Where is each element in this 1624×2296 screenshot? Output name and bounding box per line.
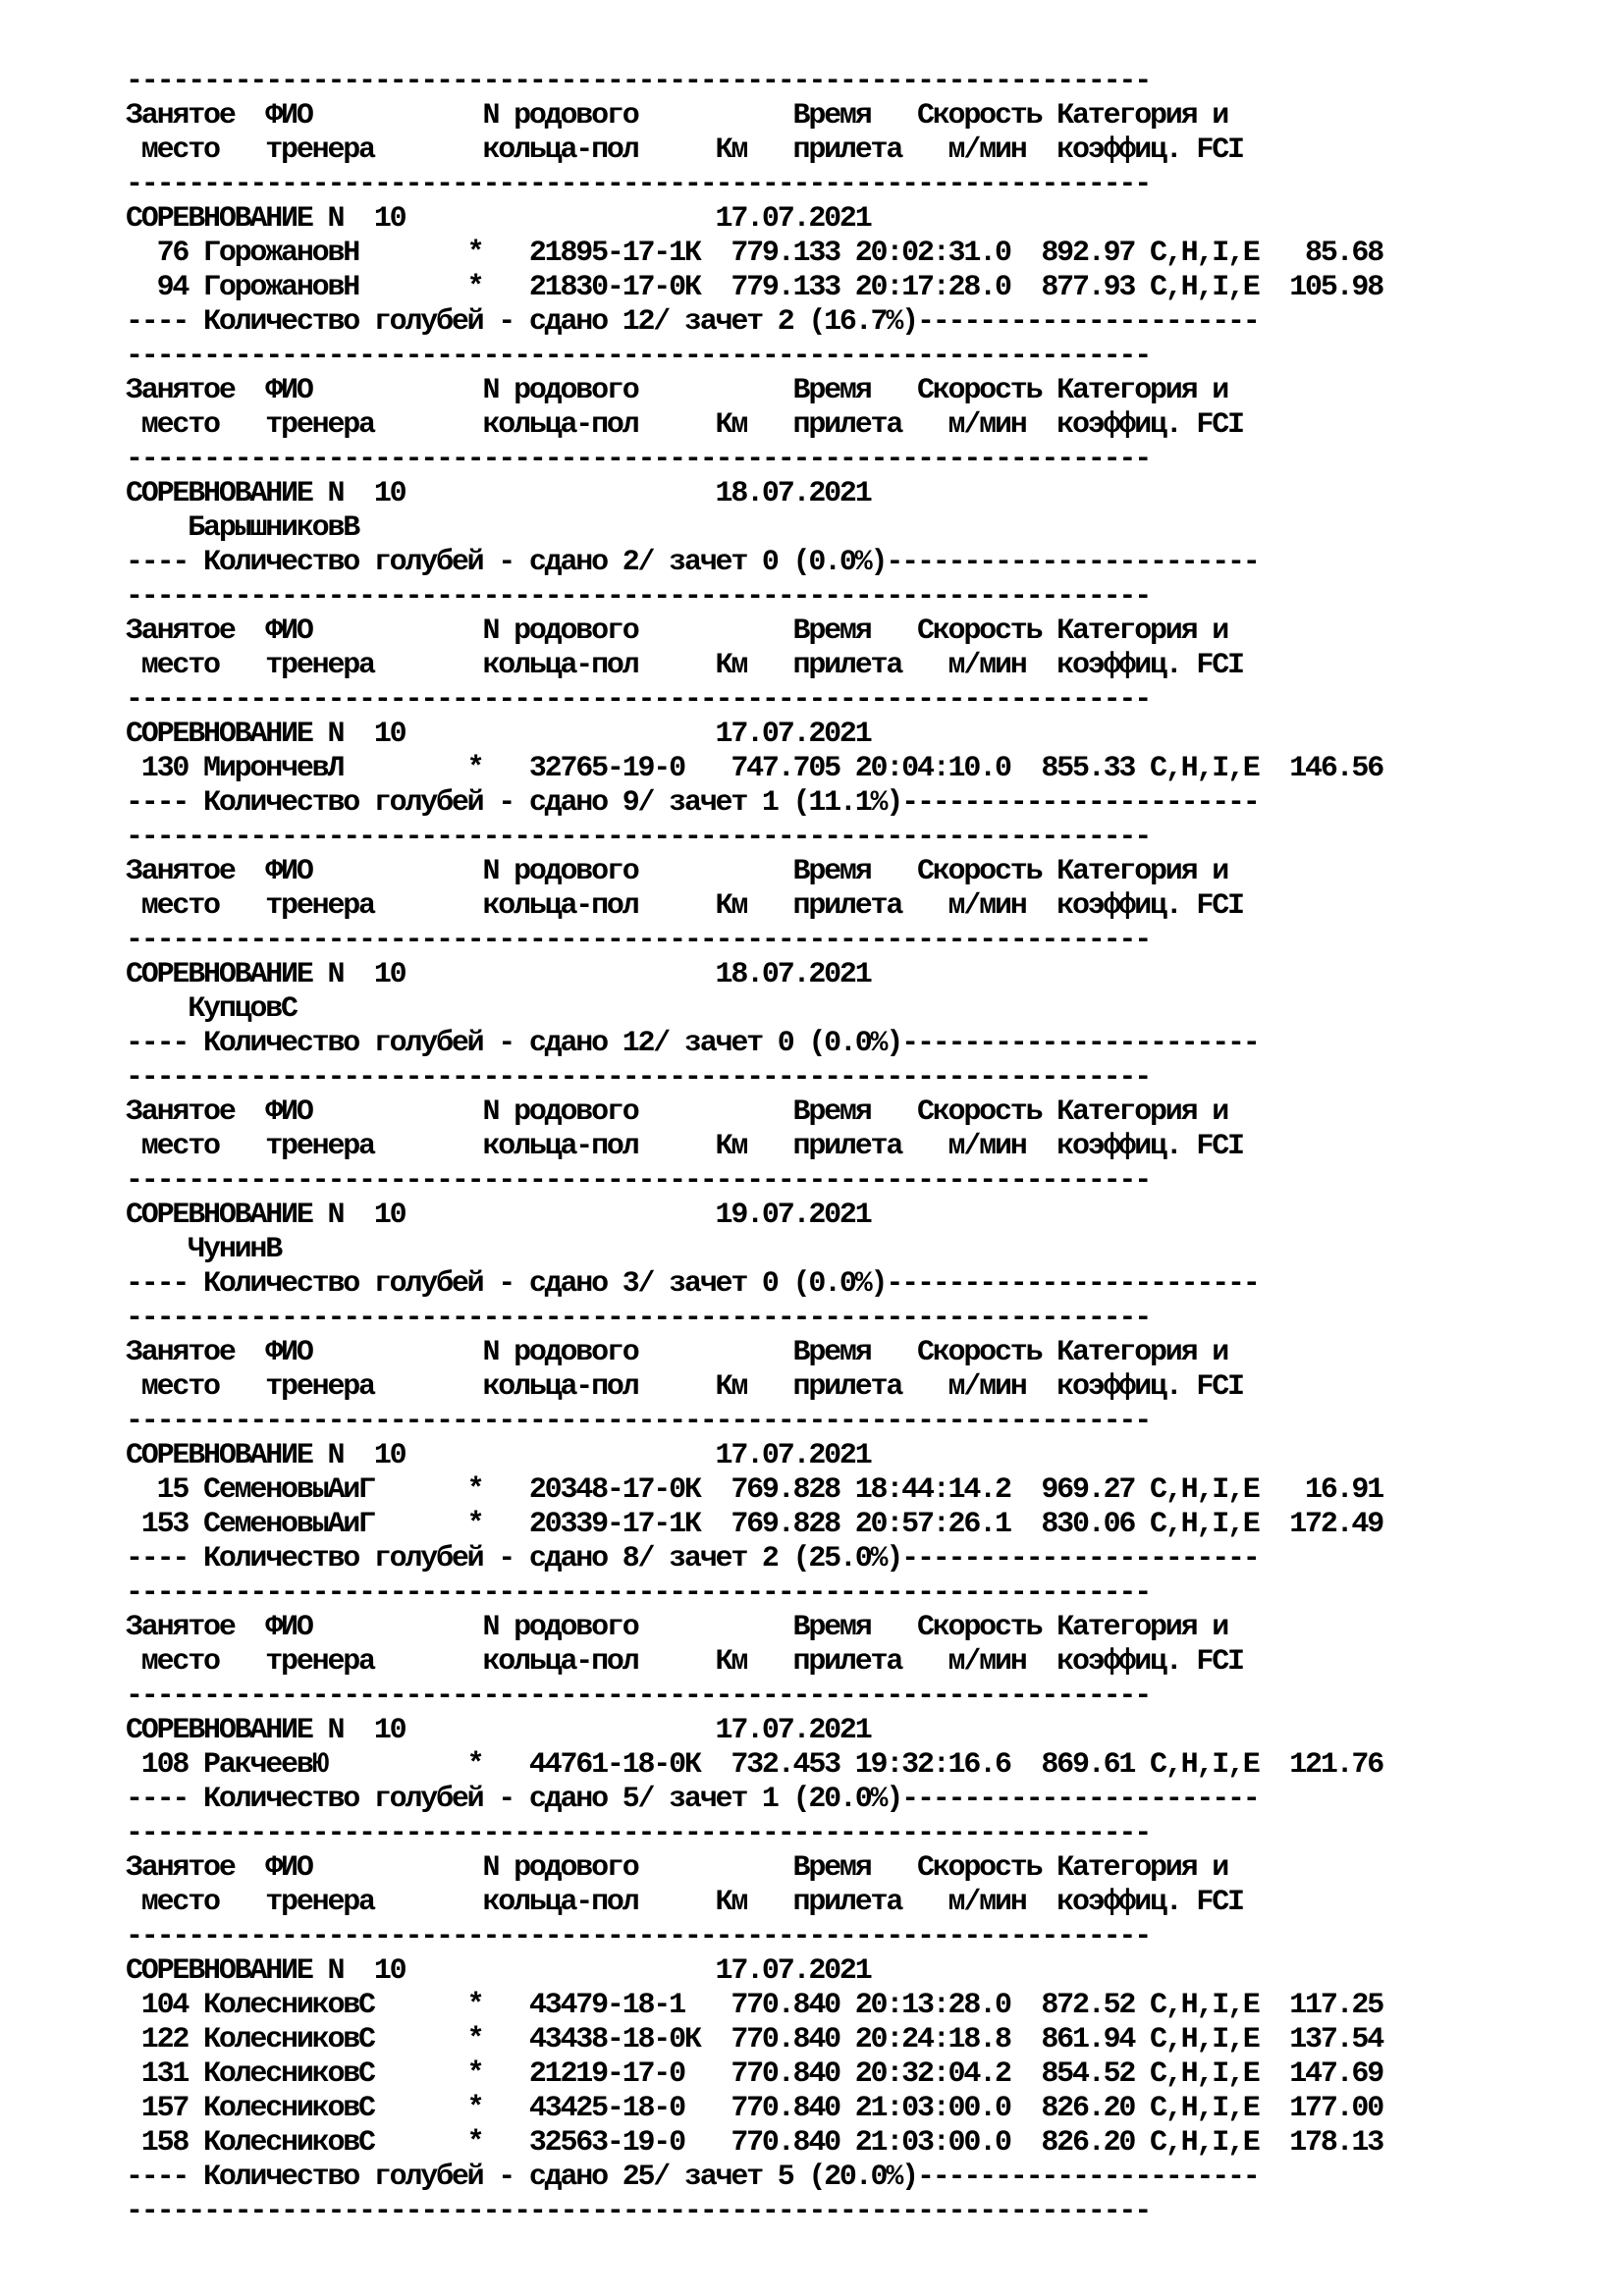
result-row: 158 КолесниковС * 32563-19-0 770.840 21:03:00.0 826.20 C,H,I,E 178.13	[126, 2126, 1383, 2160]
competition-header-line: СОРЕВНОВАНИЕ N 10 18.07.2021	[126, 958, 871, 991]
column-header-line: Занятое ФИО N родового Время Скорость Категория и	[126, 1851, 1228, 1885]
column-header-line: место тренера кольца-пол Км прилета м/мин коэффиц. FCI	[126, 1886, 1243, 1919]
result-row: БарышниковВ	[126, 511, 359, 545]
summary-line: ---- Количество голубей - сдано 3/ зачет 0 (0.0%)------------------------	[126, 1267, 1259, 1301]
column-header-line: место тренера кольца-пол Км прилета м/мин коэффиц. FCI	[126, 889, 1243, 923]
result-row: 76 ГорожановН * 21895-17-1К 779.133 20:02:31.0 892.97 C,H,I,E 85.68	[126, 237, 1383, 270]
summary-line: ---- Количество голубей - сдано 12/ зачет 0 (0.0%)-----------------------	[126, 1027, 1259, 1060]
column-header-line: Занятое ФИО N родового Время Скорость Категория и	[126, 1611, 1228, 1644]
summary-line: ---- Количество голубей - сдано 12/ зачет 2 (16.7%)----------------------	[126, 305, 1259, 339]
column-header-line: место тренера кольца-пол Км прилета м/мин коэффиц. FCI	[126, 1370, 1243, 1404]
result-row: 108 РакчеевЮ * 44761-18-0К 732.453 19:32:16.6 869.61 C,H,I,E 121.76	[126, 1748, 1383, 1782]
separator-line: ------------------------------------------------------------------	[126, 168, 1150, 201]
column-header-line: место тренера кольца-пол Км прилета м/мин коэффиц. FCI	[126, 649, 1243, 682]
summary-line: ---- Количество голубей - сдано 8/ зачет 2 (25.0%)-----------------------	[126, 1542, 1259, 1575]
summary-line: ---- Количество голубей - сдано 9/ зачет 1 (11.1%)-----------------------	[126, 786, 1259, 820]
results-report	[126, 65, 1382, 2229]
separator-line: ------------------------------------------------------------------	[126, 580, 1150, 614]
separator-line: ------------------------------------------------------------------	[126, 1061, 1150, 1095]
result-row: 130 МирончевЛ * 32765-19-0 747.705 20:04:10.0 855.33 C,H,I,E 146.56	[126, 752, 1383, 785]
column-header-line: место тренера кольца-пол Км прилета м/мин коэффиц. FCI	[126, 133, 1243, 167]
result-row: 94 ГорожановН * 21830-17-0К 779.133 20:17:28.0 877.93 C,H,I,E 105.98	[126, 271, 1383, 304]
summary-line: ---- Количество голубей - сдано 5/ зачет 1 (20.0%)-----------------------	[126, 1783, 1259, 1816]
competition-header-line: СОРЕВНОВАНИЕ N 10 17.07.2021	[126, 202, 871, 236]
summary-line: ---- Количество голубей - сдано 2/ зачет 0 (0.0%)------------------------	[126, 546, 1259, 579]
result-row: 153 СеменовыАиГ * 20339-17-1К 769.828 20:57:26.1 830.06 C,H,I,E 172.49	[126, 1508, 1383, 1541]
competition-header-line: СОРЕВНОВАНИЕ N 10 18.07.2021	[126, 477, 871, 510]
column-header-line: место тренера кольца-пол Км прилета м/мин коэффиц. FCI	[126, 1645, 1243, 1679]
result-row: 122 КолесниковС * 43438-18-0К 770.840 20:24:18.8 861.94 C,H,I,E 137.54	[126, 2023, 1383, 2056]
separator-line: ------------------------------------------------------------------	[126, 1164, 1150, 1198]
separator-line: ------------------------------------------------------------------	[126, 2195, 1150, 2228]
column-header-line: место тренера кольца-пол Км прилета м/мин коэффиц. FCI	[126, 1130, 1243, 1163]
competition-header-line: СОРЕВНОВАНИЕ N 10 17.07.2021	[126, 1439, 871, 1472]
column-header-line: Занятое ФИО N родового Время Скорость Категория и	[126, 99, 1228, 133]
separator-line: ------------------------------------------------------------------	[126, 1680, 1150, 1713]
result-row: КупцовС	[126, 992, 297, 1026]
result-row: 157 КолесниковС * 43425-18-0 770.840 21:03:00.0 826.20 C,H,I,E 177.00	[126, 2092, 1383, 2125]
column-header-line: Занятое ФИО N родового Время Скорость Категория и	[126, 1336, 1228, 1369]
separator-line: ------------------------------------------------------------------	[126, 340, 1150, 373]
column-header-line: место тренера кольца-пол Км прилета м/мин коэффиц. FCI	[126, 408, 1243, 442]
competition-header-line: СОРЕВНОВАНИЕ N 10 17.07.2021	[126, 1714, 871, 1747]
competition-header-line: СОРЕВНОВАНИЕ N 10 19.07.2021	[126, 1199, 871, 1232]
separator-line: ------------------------------------------------------------------	[126, 1920, 1150, 1953]
separator-line: ------------------------------------------------------------------	[126, 1302, 1150, 1335]
separator-line: ------------------------------------------------------------------	[126, 821, 1150, 854]
result-row: 104 КолесниковС * 43479-18-1 770.840 20:13:28.0 872.52 C,H,I,E 117.25	[126, 1989, 1383, 2022]
separator-line: ------------------------------------------------------------------	[126, 924, 1150, 957]
column-header-line: Занятое ФИО N родового Время Скорость Категория и	[126, 614, 1228, 648]
competition-header-line: СОРЕВНОВАНИЕ N 10 17.07.2021	[126, 718, 871, 751]
column-header-line: Занятое ФИО N родового Время Скорость Категория и	[126, 855, 1228, 888]
separator-line: ------------------------------------------------------------------	[126, 683, 1150, 717]
summary-line: ---- Количество голубей - сдано 25/ зачет 5 (20.0%)----------------------	[126, 2161, 1259, 2194]
column-header-line: Занятое ФИО N родового Время Скорость Категория и	[126, 374, 1228, 407]
separator-line: ------------------------------------------------------------------	[126, 65, 1150, 98]
result-row: 15 СеменовыАиГ * 20348-17-0К 769.828 18:44:14.2 969.27 C,H,I,E 16.91	[126, 1473, 1383, 1507]
separator-line: ------------------------------------------------------------------	[126, 443, 1150, 476]
result-row: ЧунинВ	[126, 1233, 282, 1266]
separator-line: ------------------------------------------------------------------	[126, 1817, 1150, 1850]
result-row: 131 КолесниковС * 21219-17-0 770.840 20:32:04.2 854.52 C,H,I,E 147.69	[126, 2057, 1383, 2091]
separator-line: ------------------------------------------------------------------	[126, 1576, 1150, 1610]
separator-line: ------------------------------------------------------------------	[126, 1405, 1150, 1438]
competition-header-line: СОРЕВНОВАНИЕ N 10 17.07.2021	[126, 1954, 871, 1988]
column-header-line: Занятое ФИО N родового Время Скорость Категория и	[126, 1095, 1228, 1129]
